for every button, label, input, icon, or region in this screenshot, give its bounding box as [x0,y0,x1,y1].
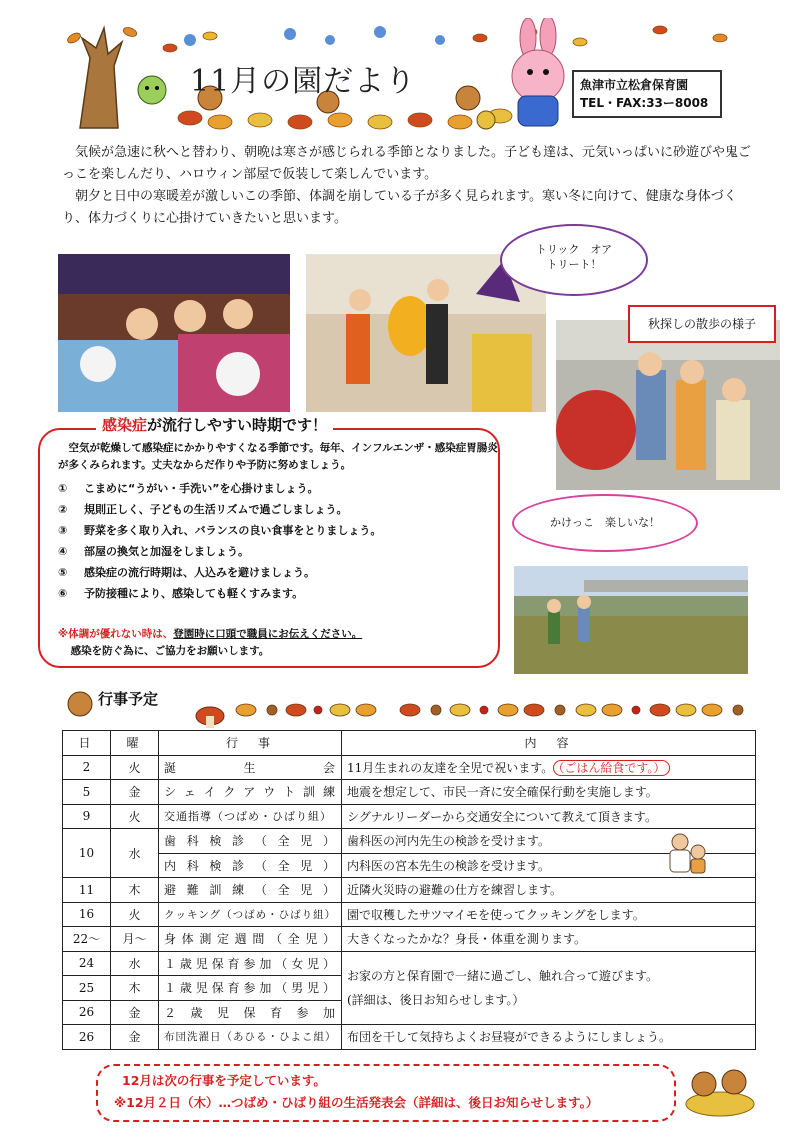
cell-content: 近隣火災時の避難の仕方を練習します。 [342,878,756,903]
cell-event: 布団洗濯日（あひる・ひよこ組） [159,1025,342,1050]
content-text: 11月生まれの友達を全児で祝います。 [347,760,554,775]
content-text: お家の方と保育園で一緒に過ごし、触れ合って遊びます。 [347,968,659,983]
intro-paragraph: 気候が急速に秋へと替わり、朝晩は寒さが感じられる季節となりました。子ども達は、元気いっぱいに砂遊びや鬼ごっこを楽しんだり、ハロウィン部屋で仮装して楽しんでいます。 [62,145,752,182]
cell-event: 誕 生 会 [159,755,342,780]
table-row [63,878,756,903]
squirrel-illustration [680,1060,760,1124]
cell-event: １歳児保育参加（女児） [159,951,342,976]
cell-event: １歳児保育参加（男児） [159,976,342,1001]
table-header-row [63,731,756,756]
cell-event: クッキング（つばめ・ひばり組） [159,902,342,927]
page-title: 11月の園だより [190,64,417,99]
col-day: 日 [63,731,111,756]
december-line1: 12月は次の行事を予定しています。 [122,1073,326,1088]
cell-content: 布団を干して気持ちよくお昼寝ができるようにしましょう。 [342,1025,756,1050]
infection-note [58,626,488,660]
cell-event: 避難訓練（全児） [159,878,342,903]
cell-event: シェイクアウト訓練 [159,780,342,805]
infection-lead: 空気が乾燥して感染症にかかりやすくなる季節です。毎年、インフルエンザ・感染症胃腸炎が多くみられます。丈夫なからだ作りや予防に努めましょう。 [58,442,498,471]
list-number: ③ [58,524,68,537]
december-line2: ※12月２日（木）…つばめ・ひばり組の生活発表会（詳細は、後日お知らせします。） [114,1095,599,1110]
table-row [63,853,756,878]
cell-event: 内科検診（全児） [159,853,342,878]
cell-day: 10 [63,829,111,878]
doctor-illustration [664,830,710,876]
cell-weekday: 金 [111,1025,159,1050]
table-row [63,829,756,854]
highlight-note: （ごはん給食です。） [553,760,670,776]
cell-day: 24 [63,951,111,976]
table-row [63,780,756,805]
cell-weekday: 水 [111,951,159,976]
cell-day: 2 [63,755,111,780]
cell-day: 11 [63,878,111,903]
cell-weekday: 水 [111,829,159,878]
table-row [63,1025,756,1050]
photo-running [514,566,748,674]
list-item [58,583,498,604]
cell-content: 歯科医の河内先生の検診を受けます。 [342,829,756,854]
photo-autumn-walk [556,320,780,490]
cell-content: 園で収穫したサツマイモを使ってクッキングをします。 [342,902,756,927]
school-phone: TEL・FAX:33ー8008 [580,96,709,110]
cell-event: 歯科検診（全児） [159,829,342,854]
bubble-text: トリック オア [535,243,613,256]
table-row [63,902,756,927]
cell-day: 9 [63,804,111,829]
cell-event: 身体測定週間（全児） [159,927,342,952]
cell-day: 25 [63,976,111,1001]
list-number: ⑤ [58,566,68,579]
col-weekday: 曜 [111,731,159,756]
note-line2: 感染を防ぐ為に、ご協力をお願いします。 [70,645,270,657]
table-row [63,951,756,976]
events-title: 行事予定 [98,690,159,708]
cell-day: 26 [63,1000,111,1025]
photo-halloween-room [58,254,290,412]
list-text: 規則正しく、子どもの生活リズムで過ごしましょう。 [84,503,348,516]
infection-title-rest: が流行しやすい時期です！ [147,416,328,434]
list-number: ① [58,482,68,495]
list-text: 部屋の換気と加湿をしましょう。 [84,545,249,558]
col-event: 行 事 [159,731,342,756]
list-number: ⑥ [58,587,68,600]
list-item [58,520,498,541]
list-text: こまめに“うがい・手洗い”を心掛けましょう。 [84,482,319,495]
cell-day: 16 [63,902,111,927]
infection-body [58,440,498,604]
speech-bubble-halloween [500,224,648,296]
cell-day: 5 [63,780,111,805]
december-notice [114,1070,674,1114]
list-number: ② [58,503,68,516]
cell-weekday: 金 [111,1000,159,1025]
list-number: ④ [58,545,68,558]
school-info [572,70,722,118]
content-text: (詳細は、後日お知らせします。） [347,992,525,1007]
cell-content [342,755,756,780]
list-item [58,478,498,499]
cell-day: 26 [63,1025,111,1050]
bubble-text: トリート！ [546,258,602,271]
autumn-walk-caption: 秋探しの散歩の様子 [628,305,776,343]
infection-title [96,414,333,435]
cell-weekday: 木 [111,976,159,1001]
events-table [62,730,756,1050]
cell-day: 22～ [63,927,111,952]
table-row [63,927,756,952]
cell-weekday: 月～ [111,927,159,952]
list-text: 感染症の流行時期は、人込みを避けましょう。 [84,566,315,579]
infection-list [58,478,498,604]
events-header-decoration [60,686,760,730]
note-underline: 登園時に口頭で職員にお伝えください。 [173,628,363,640]
speech-bubble-tag: かけっこ 楽しいな！ [512,494,698,552]
cell-content: シグナルリーダーから交通安全について教えて頂きます。 [342,804,756,829]
cell-weekday: 火 [111,755,159,780]
list-item [58,499,498,520]
col-content: 内 容 [342,731,756,756]
list-text: 予防接種により、感染しても軽くすみます。 [84,587,304,600]
cell-weekday: 木 [111,878,159,903]
infection-title-red: 感染症 [102,416,148,434]
cell-content: 地震を想定して、市民一斉に安全確保行動を実施します。 [342,780,756,805]
cell-event: ２ 歳 児 保 育 参 加 [159,1000,342,1025]
list-item [58,541,498,562]
list-item [58,562,498,583]
cell-weekday: 金 [111,780,159,805]
intro-paragraph: 朝夕と日中の寒暖差が激しいこの季節、体調を崩している子が多く見られます。寒い冬に向けて、健康な身体づくり、体力づくりに心掛けていきたいと思います。 [62,189,737,226]
intro-text [62,142,752,230]
note-mark: ※体調が優れない時は、 [58,628,174,640]
cell-weekday: 火 [111,902,159,927]
table-row [63,804,756,829]
cell-content: 大きくなったかな？身長・体重を測ります。 [342,927,756,952]
school-name: 魚津市立松倉保育園 [580,78,689,92]
cell-weekday: 火 [111,804,159,829]
cell-event: 交通指導（つばめ・ひばり組） [159,804,342,829]
list-text: 野菜を多く取り入れ、バランスの良い食事をとりましょう。 [84,524,382,537]
cell-content [342,951,756,1025]
cell-content: 内科医の宮本先生の検診を受けます。 [342,853,756,878]
table-row [63,755,756,780]
